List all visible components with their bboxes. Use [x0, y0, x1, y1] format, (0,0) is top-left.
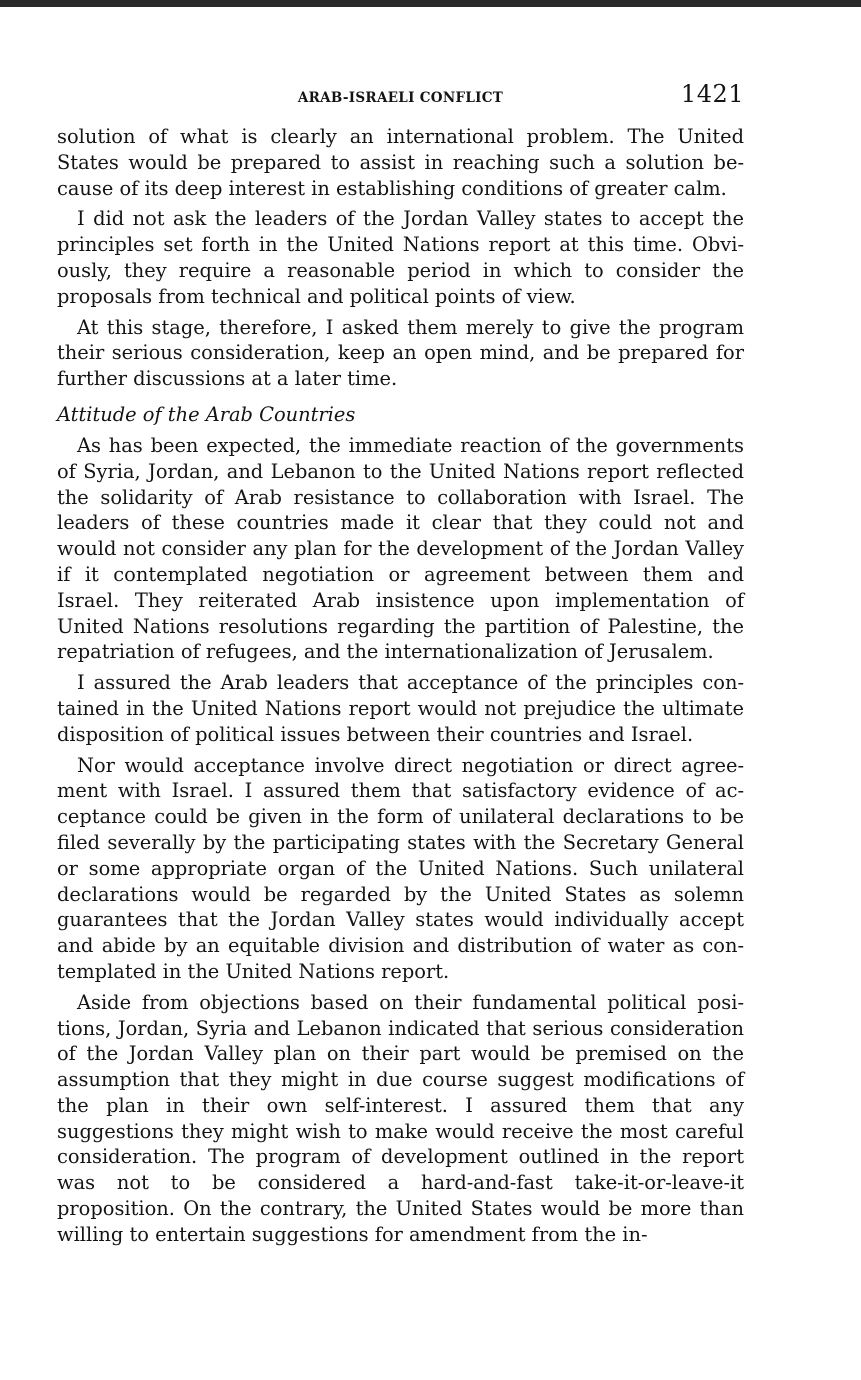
section-heading: Attitude of the Arab Countries: [57, 402, 356, 426]
paragraph-3: At this stage, therefore, I asked them merely to give the program their serious consideration, keep an open mind, and be prepared for further discussions at a later time.: [57, 315, 744, 391]
running-header: [57, 78, 744, 114]
paragraph-5: I assured the Arab leaders that acceptance of the principles contained in the United Nations report would not prejudice the ultimate disposition of political issues between their countries and Israel.: [57, 671, 744, 746]
paragraph-7: Aside from objections based on their fundamental political positions, Jordan, Syria and Lebanon indicated that serious consideration of the Jordan Valley plan on their part would be premised on the assumption that they might in due course suggest modifications of the plan in their own self-interest. I assured them that any suggestions they might wish to make would receive the most careful consideration. The program of development outlined in the report was not to be considered a hard-and-fast take-it-or-leave-it proposition. On the contrary, the United States would be more than willing to entertain suggestions for amendment from the in-: [57, 990, 744, 1246]
document-page: [57, 78, 744, 1253]
page-top-edge: [0, 0, 861, 7]
running-title: ARAB-ISRAELI CONFLICT: [297, 90, 504, 106]
paragraph-4: As has been expected, the immediate reaction of the governments of Syria, Jordan, and Lebanon to the United Nations report reflected the solidarity of Arab resistance to collaboration with Israel. The leaders of these countries made it clear that they could not and would not consider any plan for the development of the Jordan Valley if it contemplated negotiation or agreement between them and Israel. They reiterated Arab insistence upon implementation of United Nations resolutions regarding the partition of Palestine, the repatriation of refugees, and the internationalization of Jerusalem.: [57, 433, 744, 664]
body-text: [57, 124, 744, 1248]
paragraph-2: I did not ask the leaders of the Jordan Valley states to accept the principles set forth in the United Nations report at this time. Obviously, they require a reasonable period in which to consider the proposals from technical and political points of view.: [57, 207, 744, 308]
paragraph-1: solution of what is clearly an international problem. The United States would be prepared to assist in reaching such a solution because of its deep interest in establishing conditions of greater calm.: [57, 125, 744, 200]
paragraph-6: Nor would acceptance involve direct negotiation or direct agreement with Israel. I assured them that satisfactory evidence of acceptance could be given in the form of unilateral declarations to be filed severally by the participating states with the Secretary General or some appropriate organ of the United Nations. Such unilateral declarations would be regarded by the United States as solemn guarantees that the Jordan Valley states would individually accept and abide by an equitable division and distribution of water as contemplated in the United Nations report.: [57, 753, 744, 983]
page-number: 1421: [680, 80, 744, 108]
